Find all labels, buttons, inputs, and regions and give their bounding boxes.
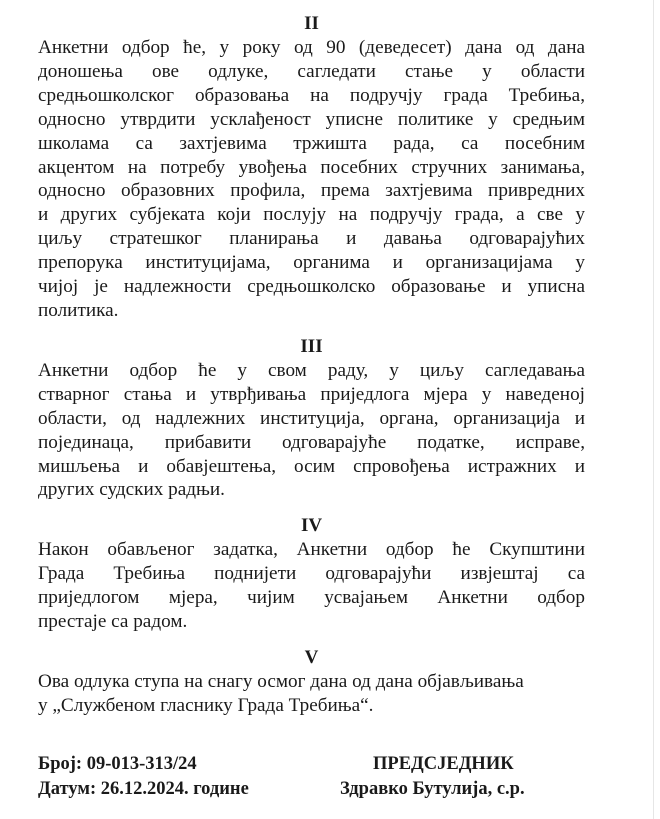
document-footer [38,752,598,802]
article-ii [38,12,585,323]
text-line: средњошколског образовања на подручју града Требиња, [38,84,585,106]
article-text [38,359,585,502]
document-date: Датум: 26.12.2024. године [38,779,249,799]
article-heading: II [304,13,319,34]
document-number: Број: 09-013-313/24 [38,754,197,774]
signatory-name: Здравко Бутулија, с.р. [340,779,525,799]
text-line: мишљења и обавјештења, осим спровођења истражних и [38,455,585,477]
article-text [38,670,585,718]
document-body [38,12,585,730]
text-line: односно утврдити усклађеност уписне политике у средњим [38,108,585,130]
text-line: циљу стратешког планирања и давања одговарајућих [38,228,585,250]
text-line: престаје са радом. [38,611,188,633]
text-line: доношења ове одлуке, сагледати стање у области [38,60,585,82]
text-line: у „Службеном гласнику Града Требиња“. [38,694,374,716]
page-edge-divider [653,0,654,819]
text-line: области, од надлежних институција, органа, организација и [38,407,585,429]
article-iv [38,514,585,634]
article-heading: III [300,335,323,357]
article-v [38,646,585,718]
article-text [38,36,585,323]
signatory-title: ПРЕДСЈЕДНИК [373,754,514,774]
text-line: Ова одлука ступа на снагу осмог дана од дана објављивања [38,670,524,692]
text-line: Града Требиња поднијети одговарајући извјештај са [38,563,585,585]
text-line: Након обављеног задатка, Анкетни одбор ће Скупштини [38,539,585,561]
text-line: и других субјеката који послују на подручју града, а све у [38,204,585,226]
footer-row-2 [38,777,598,802]
text-line: препорука институцијама, органима и организацијама у [38,252,585,274]
text-line: других судских радњи. [38,479,225,501]
text-line: приједлогом мјера, чијим усвајањем Анкетни одбор [38,587,585,609]
text-line: чијој је надлежности средњошколско образовање и уписна [38,276,585,298]
text-line: Анкетни одбор ће, у року од 90 (деведесет) дана од дана [38,37,585,58]
text-line: школама са захтјевима тржишта рада, са посебним [38,132,585,154]
text-line: акцентом на потребу увођења посебних стручних занимања, [38,156,585,178]
text-line: стварног стања и утврђивања приједлога мјера у наведеној [38,383,585,405]
article-heading: V [304,646,319,668]
text-line: односно образовних профила, према захтјевима привредних [38,180,585,202]
article-text [38,538,585,634]
article-iii [38,335,585,502]
text-line: појединаца, прибавити одговарајуће податке, исправе, [38,431,585,453]
article-heading: IV [300,515,323,537]
text-line: политика. [38,299,119,321]
text-line: Анкетни одбор ће у свом раду, у циљу сагледавања [38,359,585,381]
footer-row-1 [38,752,598,777]
